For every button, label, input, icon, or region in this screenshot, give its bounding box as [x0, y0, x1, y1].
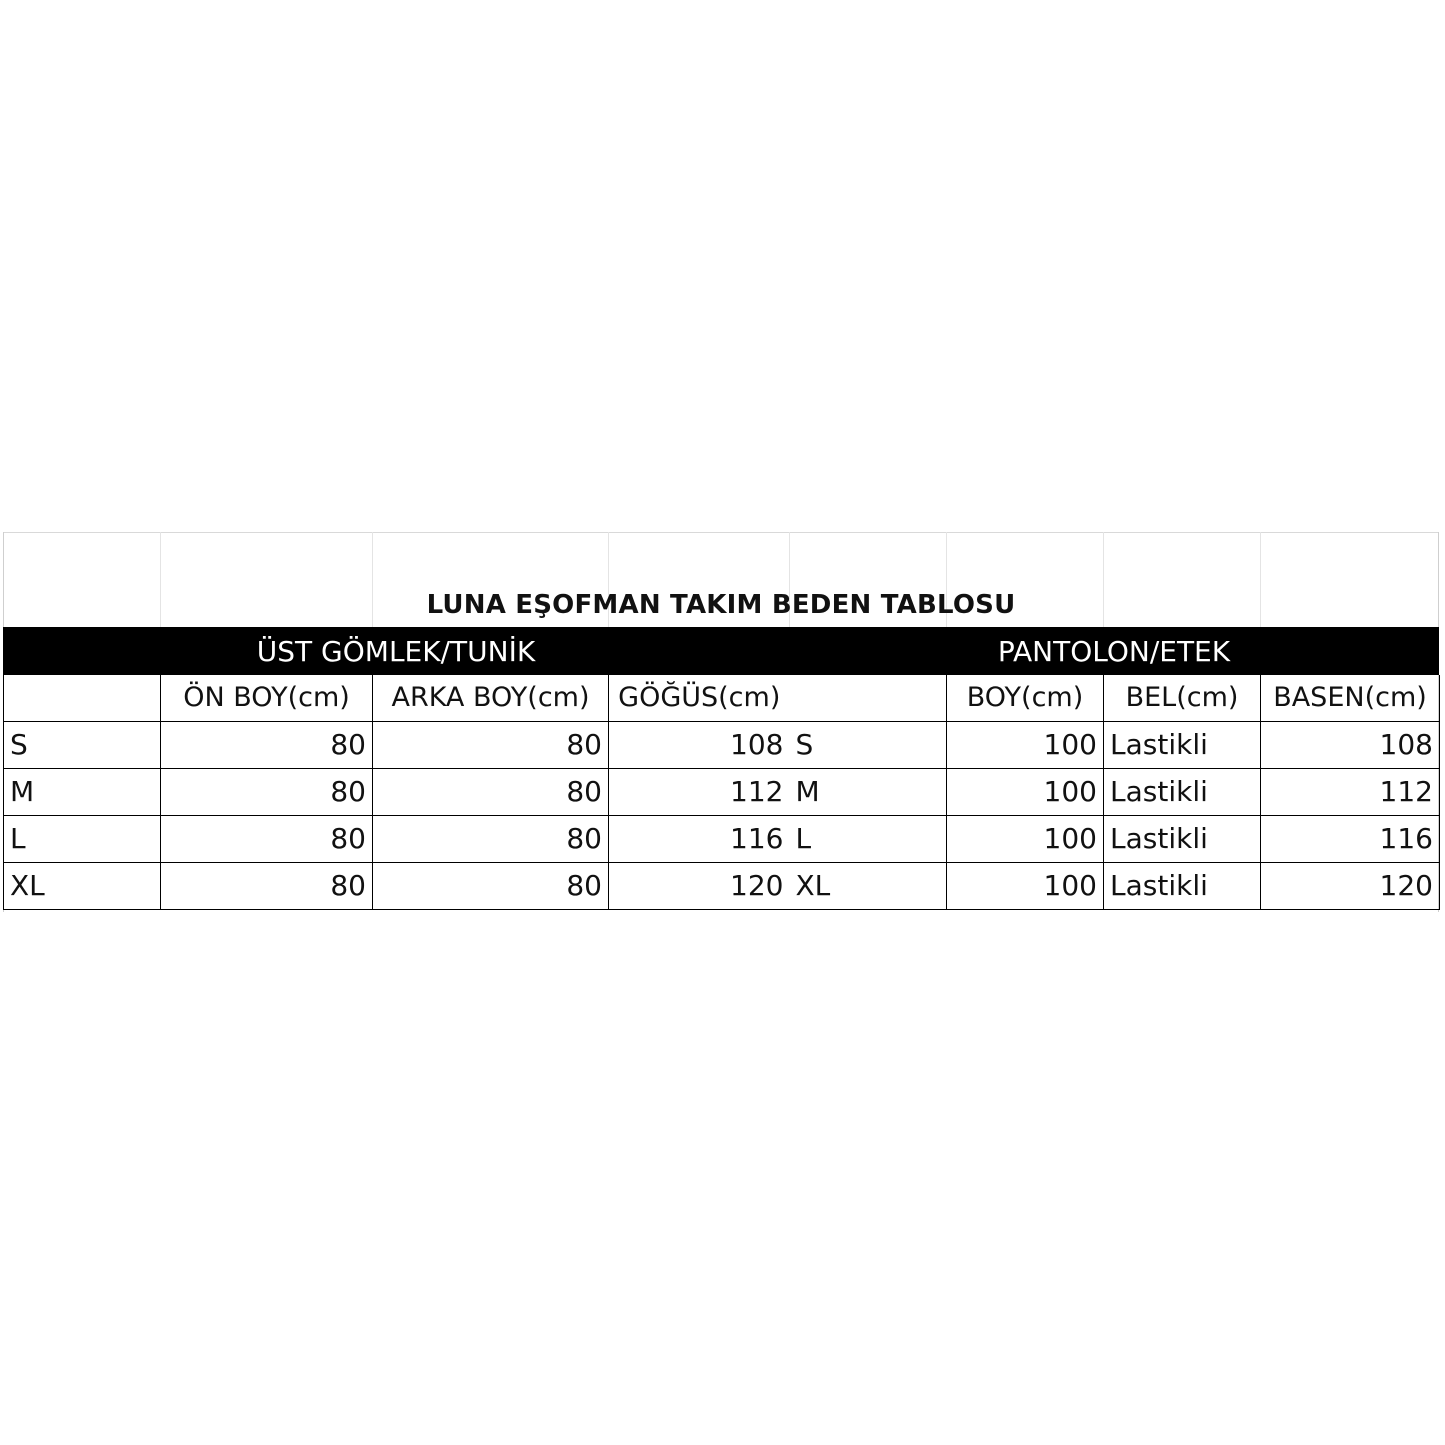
- table-row: [4, 769, 1440, 816]
- table-cell: 80: [373, 722, 609, 769]
- table-cell: Lastikli: [1104, 769, 1261, 816]
- size-label-cell: L: [4, 816, 161, 863]
- size-label-cell: XL: [790, 863, 947, 910]
- table-cell: 80: [161, 722, 373, 769]
- size-label-cell: M: [4, 769, 161, 816]
- table-cell: 120: [609, 863, 790, 910]
- column-header: [790, 675, 947, 722]
- table-cell: 80: [373, 769, 609, 816]
- table-cell: 112: [609, 769, 790, 816]
- section-top-label: ÜST GÖMLEK/TUNİK: [256, 635, 536, 668]
- section-bottom-label: PANTOLON/ETEK: [997, 635, 1231, 668]
- table-cell: 80: [161, 769, 373, 816]
- table-cell: 100: [947, 722, 1104, 769]
- table-cell: 80: [373, 816, 609, 863]
- table-cell: 100: [947, 769, 1104, 816]
- table-cell: 80: [161, 863, 373, 910]
- column-header: [4, 675, 161, 722]
- table-row: [4, 863, 1440, 910]
- column-header: BEL(cm): [1104, 675, 1261, 722]
- size-label-cell: XL: [4, 863, 161, 910]
- table-cell: 108: [1261, 722, 1440, 769]
- size-chart-sheet: [3, 532, 1439, 912]
- column-header: ÖN BOY(cm): [161, 675, 373, 722]
- size-label-cell: M: [790, 769, 947, 816]
- table-cell: 80: [161, 816, 373, 863]
- column-header: BASEN(cm): [1261, 675, 1440, 722]
- table-cell: 112: [1261, 769, 1440, 816]
- table-header-row: [4, 675, 1440, 722]
- table-cell: Lastikli: [1104, 863, 1261, 910]
- table-cell: 116: [609, 816, 790, 863]
- gridline-top: [3, 532, 1439, 533]
- table-row: [4, 816, 1440, 863]
- size-label-cell: L: [790, 816, 947, 863]
- chart-title: LUNA EŞOFMAN TAKIM BEDEN TABLOSU: [426, 590, 1016, 620]
- table-cell: Lastikli: [1104, 816, 1261, 863]
- column-header: GÖĞÜS(cm): [609, 675, 790, 722]
- table-cell: 100: [947, 816, 1104, 863]
- table-cell: 80: [373, 863, 609, 910]
- table-cell: 116: [1261, 816, 1440, 863]
- size-table: [3, 675, 1440, 910]
- table-row: [4, 722, 1440, 769]
- size-label-cell: S: [790, 722, 947, 769]
- size-label-cell: S: [4, 722, 161, 769]
- table-cell: 100: [947, 863, 1104, 910]
- table-cell: Lastikli: [1104, 722, 1261, 769]
- column-header: ARKA BOY(cm): [373, 675, 609, 722]
- size-table-body: [4, 675, 1440, 910]
- column-header: BOY(cm): [947, 675, 1104, 722]
- table-cell: 108: [609, 722, 790, 769]
- table-cell: 120: [1261, 863, 1440, 910]
- section-header-band: [3, 627, 1439, 675]
